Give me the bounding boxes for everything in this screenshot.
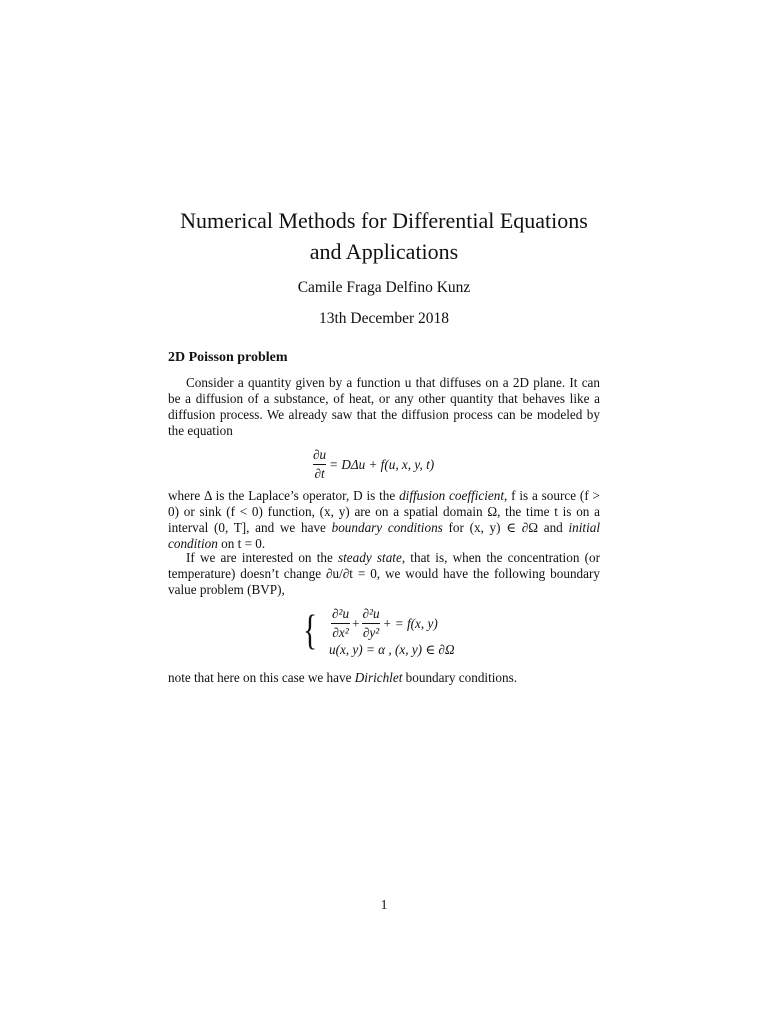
emphasis-boundary-conditions: boundary conditions <box>331 520 443 535</box>
equation-rhs: = DΔu + f(u, x, y, t) <box>329 456 435 472</box>
row1-rhs: + = f(x, y) <box>382 615 438 631</box>
title-line-2: and Applications <box>309 239 459 264</box>
fraction-numerator: ∂²u <box>362 606 380 621</box>
emphasis-diffusion-coefficient: diffusion coefficient <box>399 488 504 503</box>
fraction-numerator: ∂²u <box>332 606 350 621</box>
diffusion-equation <box>310 447 434 482</box>
text: , that is, when the concentration (or temperature) doesn’t change ∂u/∂t = 0, we would have the following boundary value problem (BVP), <box>168 550 600 597</box>
d2u-dy2-fraction <box>362 606 381 641</box>
paper-title <box>0 205 768 267</box>
d2u-dx2-fraction <box>331 606 350 641</box>
emphasis-initial-condition: initial condition <box>168 520 600 551</box>
text: note that here on this case we have <box>168 670 355 685</box>
plus-sign: + <box>352 615 360 631</box>
text: on t = 0. <box>217 536 266 551</box>
section-title: 2D Poisson problem <box>168 350 288 365</box>
fraction-denominator: ∂y² <box>362 625 380 640</box>
text: , f is a source (f > 0) or sink (f < 0) function, (x, y) are on a spatial domain Ω, the time t is on a interval (0, T], and we have <box>168 488 600 535</box>
paragraph-4 <box>168 670 600 686</box>
emphasis-steady-state: steady state <box>338 550 402 565</box>
paragraph-2 <box>168 488 600 552</box>
left-brace: { <box>303 608 318 654</box>
paragraph-1: Consider a quantity given by a function u that diffuses on a 2D plane. It can be a diffusion of a substance, of heat, or any other quantity that behaves like a diffusion process. We already saw that the diffusion process can be modeled by the equation <box>168 375 600 438</box>
emphasis-dirichlet: Dirichlet <box>354 670 403 685</box>
text: If we are interested on the <box>186 550 339 565</box>
page-number: 1 <box>380 897 388 912</box>
poisson-equation-row <box>329 606 438 641</box>
paragraph-3 <box>168 550 600 598</box>
text: for (x, y) ∈ ∂Ω and <box>442 520 569 535</box>
fraction-numerator: ∂u <box>313 447 327 462</box>
title-line-1: Numerical Methods for Differential Equations <box>180 208 588 233</box>
text: where Δ is the Laplace’s operator, D is the <box>168 488 400 503</box>
boundary-condition-row: u(x, y) = α , (x, y) ∈ ∂Ω <box>329 642 455 657</box>
text: boundary conditions. <box>402 670 518 685</box>
du-dt-fraction <box>312 447 327 482</box>
date: 13th December 2018 <box>319 310 449 327</box>
author: Camile Fraga Delfino Kunz <box>297 279 471 296</box>
fraction-denominator: ∂x² <box>332 625 349 640</box>
fraction-denominator: ∂t <box>314 466 325 481</box>
